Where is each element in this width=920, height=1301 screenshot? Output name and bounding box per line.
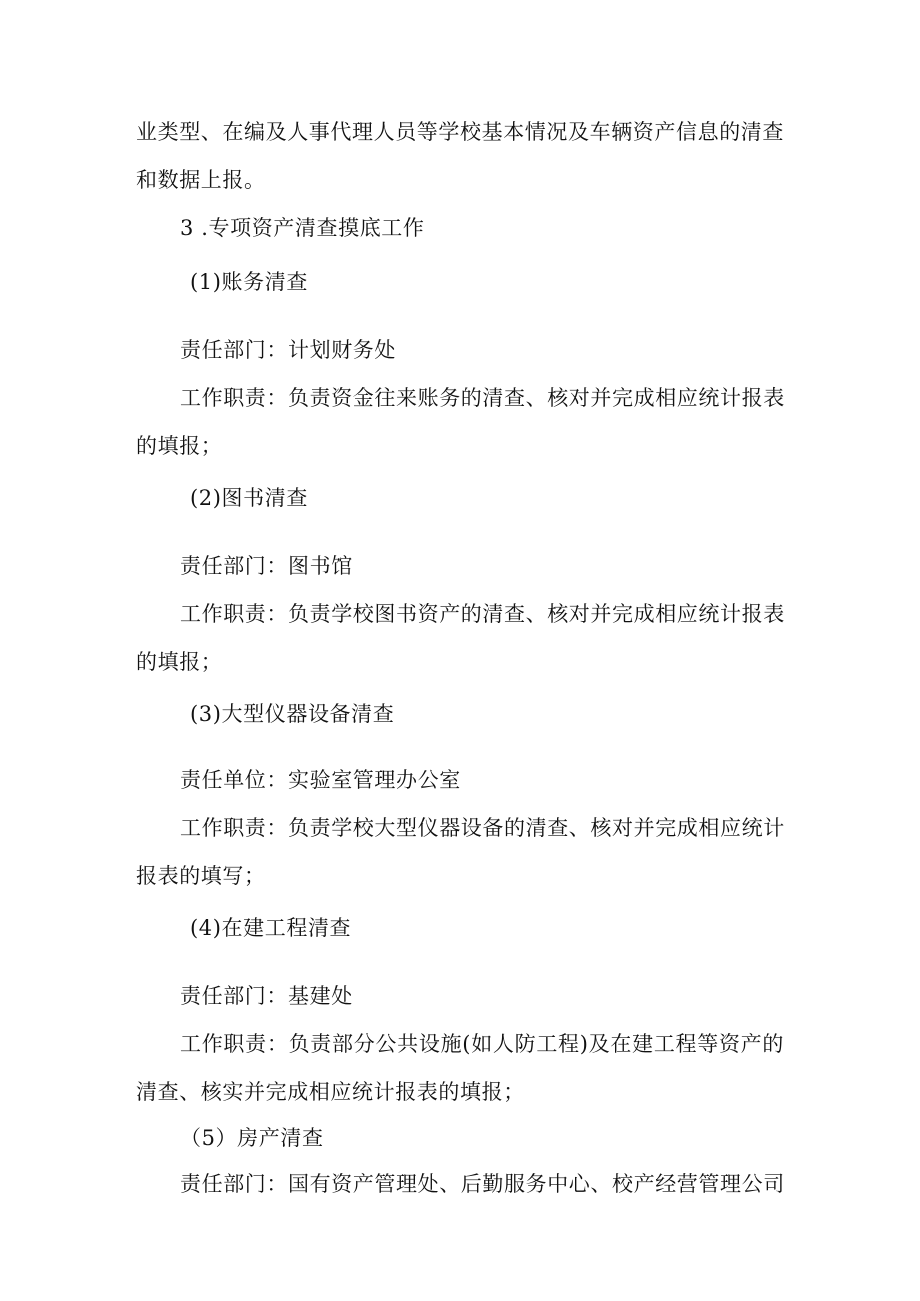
responsible-department: 责任部门：基建处 — [180, 984, 353, 1008]
responsible-department: 责任部门：图书馆 — [180, 554, 353, 578]
subsection-heading: (1)账务清查 — [190, 270, 308, 294]
paragraph-line: 和数据上报。 — [136, 168, 266, 192]
subsection-heading: (2)图书清查 — [190, 486, 308, 510]
paragraph-line: 业类型、在编及人事代理人员等学校基本情况及车辆资产信息的清查 — [136, 120, 784, 144]
work-duty-line: 的填报； — [136, 650, 223, 674]
subsection-heading: (4)在建工程清查 — [190, 916, 352, 940]
responsible-department: 责任单位：实验室管理办公室 — [180, 768, 461, 792]
responsible-department: 责任部门：国有资产管理处、后勤服务中心、校产经营管理公司 — [180, 1172, 785, 1196]
responsible-department: 责任部门：计划财务处 — [180, 338, 396, 362]
work-duty-line: 清查、核实并完成相应统计报表的填报； — [136, 1080, 525, 1104]
work-duty-line: 工作职责：负责学校图书资产的清查、核对并完成相应统计报表 — [180, 602, 785, 626]
work-duty-line: 工作职责：负责资金往来账务的清查、核对并完成相应统计报表 — [180, 386, 785, 410]
work-duty-line: 的填报； — [136, 434, 223, 458]
work-duty-line: 工作职责：负责学校大型仪器设备的清查、核对并完成相应统计 — [180, 816, 785, 840]
subsection-heading: (3)大型仪器设备清查 — [190, 702, 395, 726]
section-heading: 3 .专项资产清查摸底工作 — [180, 216, 425, 240]
subsection-heading: （5）房产清查 — [180, 1126, 324, 1150]
work-duty-line: 工作职责：负责部分公共设施(如人防工程)及在建工程等资产的 — [180, 1032, 784, 1056]
work-duty-line: 报表的填写； — [136, 864, 266, 888]
